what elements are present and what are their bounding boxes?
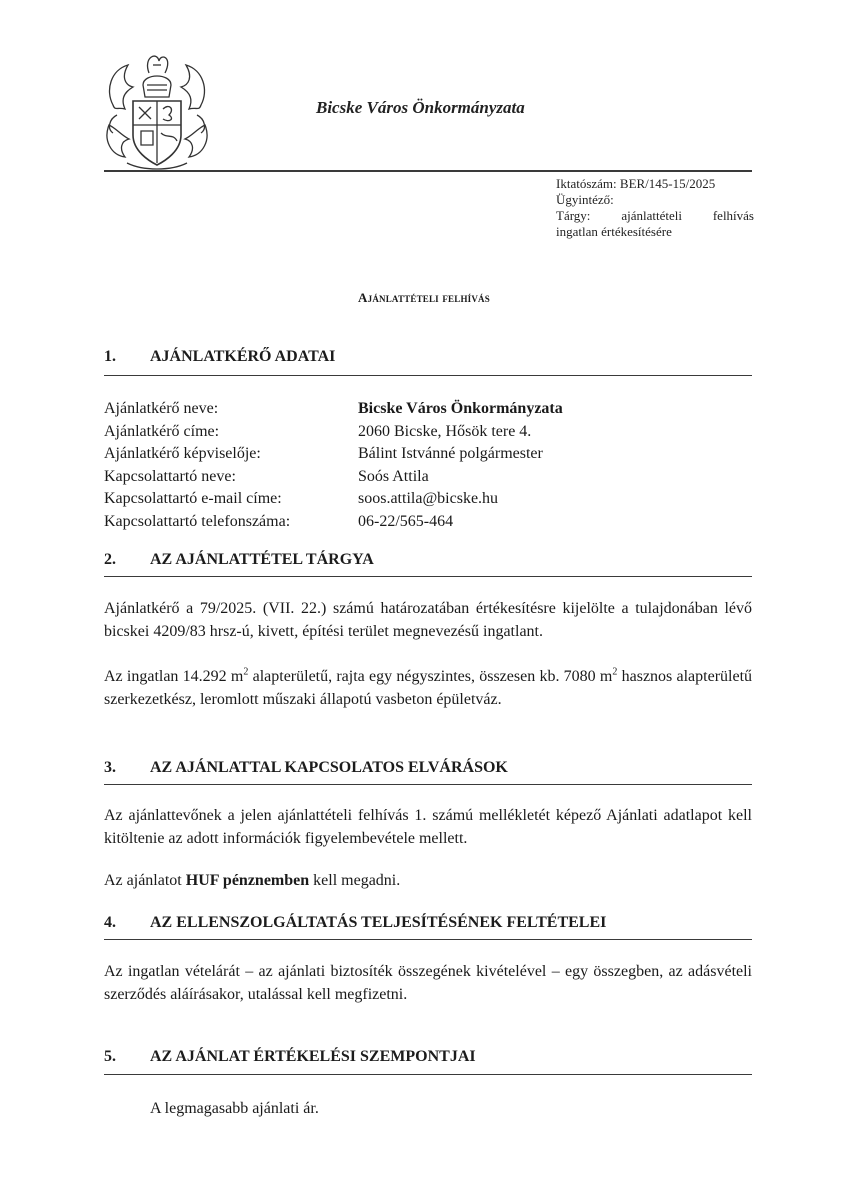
subject-word-1: ajánlattételi: [621, 208, 682, 223]
section-title: AZ ELLENSZOLGÁLTATÁS TELJESÍTÉSÉNEK FELTÉTELEI: [150, 914, 607, 931]
text-part: Az ajánlatot: [104, 872, 186, 889]
document-title-text: Ajánlattételi felhívás: [358, 290, 490, 305]
section-number: 5.: [104, 1048, 116, 1065]
section-title: AZ AJÁNLAT ÉRTÉKELÉSI SZEMPONTJAI: [150, 1048, 476, 1065]
header-divider: [104, 170, 752, 172]
section-title: AZ AJÁNLATTÉTEL TÁRGYA: [150, 551, 374, 568]
currency-emphasis: HUF pénznemben: [185, 872, 310, 889]
subject-word-2: felhívás: [712, 208, 754, 223]
info-label: Kapcsolattartó e-mail címe:: [104, 490, 282, 507]
section-title: AZ AJÁNLATTAL KAPCSOLATOS ELVÁRÁSOK: [150, 759, 508, 776]
section-2-rule: [104, 576, 752, 577]
info-label: Kapcsolattartó telefonszáma:: [104, 512, 291, 530]
info-row: [104, 466, 704, 489]
section-3-paragraph-2: [104, 869, 752, 892]
organization-header: Bicske Város Önkormányzata: [316, 98, 525, 117]
section-5-paragraph-1: A legmagasabb ajánlati ár.: [150, 1100, 319, 1117]
section-5-rule: [104, 1074, 752, 1075]
document-title: [0, 290, 848, 306]
info-row: [104, 421, 704, 444]
info-value: soos.attila@bicske.hu: [358, 490, 499, 507]
info-label: Ajánlatkérő képviselője:: [104, 445, 261, 462]
section-number: 1.: [104, 348, 116, 365]
subject-line-2: ingatlan értékesítésére: [556, 224, 672, 239]
section-4-paragraph-1: Az ingatlan vételárát – az ajánlati biztosíték összegének kivételével – egy összegben, az adásvételi szerződés aláírásakor, utalással kell megfizetni.: [104, 963, 752, 1003]
section-number: 2.: [104, 551, 116, 568]
info-row: [104, 488, 704, 511]
info-row: [104, 398, 704, 421]
section-2-paragraph-1: Ajánlatkérő a 79/2025. (VII. 22.) számú határozatában értékesítésre kijelölte a tulajdonában lévő bicskei 4209/83 hrsz-ú, kivett, építési terület megnevezésű ingatlant.: [104, 600, 752, 640]
info-label: Kapcsolattartó neve:: [104, 467, 236, 485]
requester-info-table: [104, 398, 704, 533]
section-4-rule: [104, 939, 752, 940]
info-value: Soós Attila: [358, 467, 429, 485]
section-1-rule: [104, 375, 752, 376]
text-part: hasznos alapterületű szerkezetkész, leromlott műszaki állapotú vasbeton épületváz.: [104, 668, 753, 708]
reference-block: [556, 176, 754, 240]
section-2-paragraph-2: [104, 665, 752, 711]
info-value: Bicske Város Önkormányzata: [358, 400, 563, 417]
text-part: kell megadni.: [309, 872, 401, 889]
subject-line: [556, 208, 754, 224]
section-title: AJÁNLATKÉRŐ ADATAI: [150, 348, 336, 365]
info-value: 06-22/565-464: [358, 512, 454, 530]
info-value: 2060 Bicske, Hősök tere 4.: [358, 422, 532, 440]
superscript: 2: [612, 666, 618, 678]
section-3-paragraph-1: Az ajánlattevőnek a jelen ajánlattételi felhívás 1. számú mellékletét képező Ajánlati adatlapot kell kitöltenie az adott információk figyelembevétele mellett.: [104, 807, 752, 847]
section-number: 4.: [104, 914, 116, 931]
info-label: Ajánlatkérő címe:: [104, 422, 220, 440]
section-3-rule: [104, 784, 752, 785]
info-label: Ajánlatkérő neve:: [104, 400, 219, 417]
section-number: 3.: [104, 759, 116, 776]
info-value: Bálint Istvánné polgármester: [358, 445, 543, 462]
subject-label: Tárgy:: [556, 208, 591, 223]
text-part: Az ingatlan 14.292 m: [104, 668, 244, 685]
info-row: [104, 511, 704, 534]
case-officer: Ügyintéző:: [556, 192, 614, 207]
coat-of-arms-icon: [103, 45, 211, 173]
text-part: alapterületű, rajta egy négyszintes, összesen kb. 7080 m: [248, 668, 613, 685]
info-row: [104, 443, 704, 466]
file-number: Iktatószám: BER/145-15/2025: [556, 176, 716, 191]
superscript: 2: [243, 666, 249, 678]
